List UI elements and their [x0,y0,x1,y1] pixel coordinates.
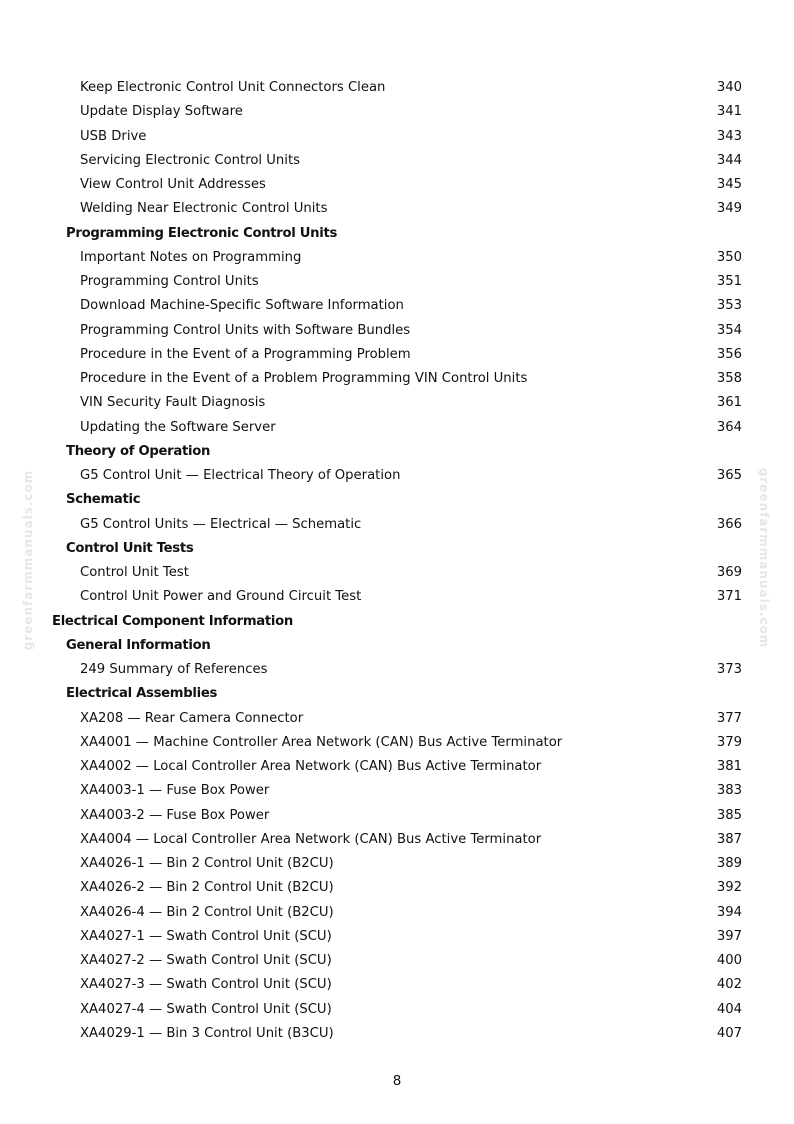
toc-entry[interactable] [0,320,794,344]
toc-entry-title: XA4003-1 — Fuse Box Power [80,783,270,799]
toc-entry[interactable] [0,271,794,295]
toc-entry[interactable] [0,1023,794,1047]
toc-entry-page: 385 [716,807,742,823]
toc-entry-title: Download Machine-Specific Software Information [80,298,404,314]
toc-section-heading [0,538,794,562]
toc-entry-page: 366 [716,516,742,532]
toc-entry[interactable] [0,101,794,125]
toc-entry-page: 350 [716,249,742,265]
toc-entry[interactable] [0,999,794,1023]
toc-entry-title: XA4004 — Local Controller Area Network (CAN) Bus Active Terminator [80,831,542,847]
toc-entry-page: 389 [716,856,742,871]
table-of-contents [0,77,794,1047]
toc-entry-title: XA4001 — Machine Controller Area Network (CAN) Bus Active Terminator [80,734,563,750]
toc-entry-title: XA4027-3 — Swath Control Unit (SCU) [80,977,332,993]
toc-entry-title: XA4029-1 — Bin 3 Control Unit (B3CU) [80,1025,334,1041]
toc-entry-page: 392 [716,880,742,896]
toc-entry[interactable] [0,392,794,416]
toc-entry-page: 369 [716,565,742,580]
toc-entry-page: 365 [716,468,742,483]
toc-entry[interactable] [0,465,794,489]
toc-entry[interactable] [0,562,794,586]
toc-entry-title: XA4026-2 — Bin 2 Control Unit (B2CU) [80,880,334,896]
toc-entry-page: 356 [716,346,742,362]
toc-entry-title: XA4026-1 — Bin 2 Control Unit (B2CU) [80,856,334,871]
toc-section-heading [0,611,794,635]
toc-entry[interactable] [0,126,794,150]
toc-entry[interactable] [0,877,794,901]
toc-entry[interactable] [0,780,794,804]
toc-entry[interactable] [0,417,794,441]
toc-section-heading [0,635,794,659]
toc-entry-page: 397 [716,928,742,944]
watermark-right: greenfarmmanuals.com [757,467,771,649]
toc-entry[interactable] [0,708,794,732]
toc-entry-title: XA4027-1 — Swath Control Unit (SCU) [80,928,332,944]
toc-entry[interactable] [0,77,794,101]
toc-entry-page: 394 [716,904,742,920]
toc-entry[interactable] [0,368,794,392]
toc-entry-page: 387 [716,831,742,847]
toc-entry-title: Procedure in the Event of a Problem Programming VIN Control Units [80,371,528,386]
toc-entry-page: 343 [716,128,742,144]
toc-entry-page: 383 [716,783,742,799]
toc-section-heading [0,223,794,247]
toc-entry-title: Updating the Software Server [80,419,276,435]
toc-entry[interactable] [0,732,794,756]
toc-entry-title: Procedure in the Event of a Programming Problem [80,346,411,362]
toc-entry-title: Electrical Assemblies [66,686,218,702]
toc-entry-title: Update Display Software [80,104,243,120]
toc-entry-title: G5 Control Unit — Electrical Theory of Operation [80,468,401,483]
toc-entry-page: 407 [716,1025,742,1041]
toc-entry-title: Theory of Operation [66,443,211,459]
toc-entry-title: XA4026-4 — Bin 2 Control Unit (B2CU) [80,904,334,920]
toc-entry[interactable] [0,974,794,998]
page-number: 8 [392,1073,402,1089]
toc-entry[interactable] [0,247,794,271]
toc-entry[interactable] [0,586,794,610]
toc-entry[interactable] [0,805,794,829]
toc-entry-page: 353 [716,298,742,314]
toc-section-heading [0,441,794,465]
toc-entry[interactable] [0,950,794,974]
toc-entry-title: G5 Control Units — Electrical — Schematic [80,516,362,532]
toc-entry-title: XA4003-2 — Fuse Box Power [80,807,270,823]
toc-entry-page: 402 [716,977,742,993]
toc-section-heading [0,489,794,513]
toc-entry-title: Keep Electronic Control Unit Connectors Clean [80,80,386,95]
toc-entry-title: Control Unit Power and Ground Circuit Test [80,589,362,605]
toc-entry-page: 377 [716,710,742,726]
toc-entry-page: 371 [716,589,742,605]
toc-entry-page: 379 [716,734,742,750]
toc-entry-page: 349 [716,201,742,217]
toc-entry[interactable] [0,829,794,853]
toc-entry[interactable] [0,344,794,368]
toc-entry-title: VIN Security Fault Diagnosis [80,395,266,411]
toc-entry-page: 340 [716,80,742,95]
toc-entry-page: 354 [716,322,742,338]
toc-entry-title: General Information [66,637,211,653]
toc-entry-title: Control Unit Tests [66,540,194,556]
toc-entry-title: Programming Electronic Control Units [66,225,338,241]
toc-entry-page: 381 [716,759,742,774]
toc-entry-title: 249 Summary of References [80,662,268,677]
toc-entry-title: USB Drive [80,128,147,144]
toc-entry-title: XA4027-4 — Swath Control Unit (SCU) [80,1001,332,1017]
toc-entry-page: 341 [716,104,742,120]
watermark-left: greenfarmmanuals.com [21,469,35,651]
toc-entry-page: 345 [716,177,742,192]
toc-entry-page: 373 [716,662,742,677]
toc-entry-page: 358 [716,371,742,386]
toc-entry-title: XA4002 — Local Controller Area Network (CAN) Bus Active Terminator [80,759,542,774]
toc-entry[interactable] [0,926,794,950]
toc-entry-title: View Control Unit Addresses [80,177,266,192]
toc-entry-page: 364 [716,419,742,435]
toc-entry[interactable] [0,902,794,926]
toc-entry[interactable] [0,295,794,319]
toc-entry[interactable] [0,514,794,538]
toc-entry-title: Servicing Electronic Control Units [80,152,300,168]
toc-entry-title: XA208 — Rear Camera Connector [80,710,304,726]
toc-entry-title: Welding Near Electronic Control Units [80,201,328,217]
toc-entry-page: 404 [716,1001,742,1017]
toc-entry-page: 344 [716,152,742,168]
toc-entry[interactable] [0,198,794,222]
toc-entry-page: 400 [716,953,742,968]
toc-entry-title: XA4027-2 — Swath Control Unit (SCU) [80,953,332,968]
toc-entry[interactable] [0,853,794,877]
toc-entry[interactable] [0,174,794,198]
toc-entry-page: 361 [716,395,742,411]
toc-entry-title: Schematic [66,492,141,508]
toc-entry-title: Programming Control Units with Software Bundles [80,322,411,338]
toc-entry-title: Control Unit Test [80,565,189,580]
toc-entry[interactable] [0,659,794,683]
toc-entry[interactable] [0,150,794,174]
toc-entry-title: Important Notes on Programming [80,249,302,265]
toc-entry[interactable] [0,756,794,780]
toc-entry-title: Electrical Component Information [52,613,293,629]
toc-section-heading [0,683,794,707]
toc-entry-title: Programming Control Units [80,274,259,289]
toc-entry-page: 351 [716,274,742,289]
